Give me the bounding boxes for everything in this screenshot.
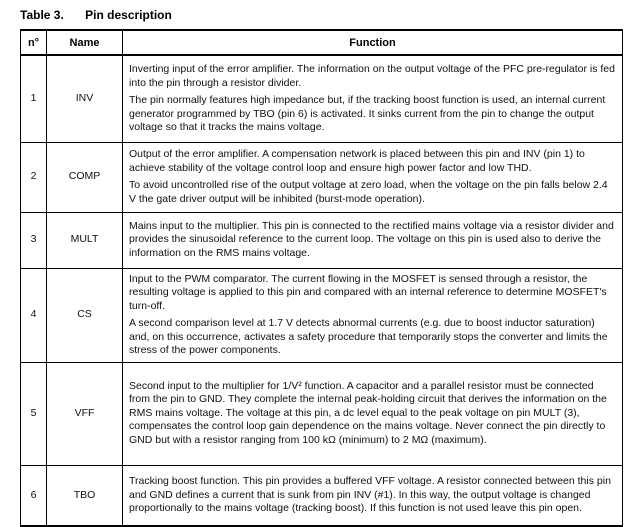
table-body (21, 55, 623, 526)
pin-number-cell: 5 (21, 362, 47, 465)
table-row (21, 268, 623, 362)
table-row (21, 212, 623, 268)
table-caption (20, 8, 640, 22)
function-paragraph: A second comparison level at 1.7 V detects abnormal currents (e.g. due to boost inductor saturation) and, on this occurrence, activates a safety procedure that temporarily stops the converter and limits the stress of the power components. (129, 317, 608, 356)
function-paragraph: Second input to the multiplier for 1/V² function. A capacitor and a parallel resistor must be connected from the pin to GND. They complete the internal peak-holding circuit that derives the information on the RMS mains voltage. The voltage at this pin, a dc level equal to the peak voltage on pin MULT (3), compensates the control loop gain dependence on the mains voltage. Never connect the pin directly to GND but with a resistor ranging from 100 kΩ (minimum) to 2 MΩ (maximum). (129, 379, 607, 446)
pin-number-cell: 3 (21, 212, 47, 268)
pin-number-cell: 1 (21, 55, 47, 142)
pin-number-cell: 2 (21, 142, 47, 212)
function-paragraph: Tracking boost function. This pin provides a buffered VFF voltage. A resistor connected between this pin and GND defines a current that is sunk from pin INV (#1). In this way, the output voltage is changed proportionally to the mains voltage (tracking boost). If this function is not used leave this pin open. (129, 475, 611, 514)
function-paragraph: Inverting input of the error amplifier. The information on the output voltage of the PFC pre-regulator is fed into the pin through a resistor divider. (129, 63, 615, 89)
function-paragraph: To avoid uncontrolled rise of the output voltage at zero load, when the voltage on the pin falls below 2.4 V the gate driver output will be inhibited (burst-mode operation). (129, 179, 608, 205)
function-paragraph: Mains input to the multiplier. This pin is connected to the rectified mains voltage via a resistor divider and provides the sinusoidal reference to the current loop. The voltage on this pin is used also to derive the information on the RMS mains voltage. (129, 219, 614, 259)
pin-function-cell (123, 362, 623, 465)
pin-number-cell: 4 (21, 268, 47, 362)
column-header-function: Function (123, 30, 623, 55)
pin-function-cell (123, 268, 623, 362)
function-paragraph: The pin normally features high impedance but, if the tracking boost function is used, an internal current generator programmed by TBO (pin 6) is activated. It sinks current from the pin to change the output voltage so that it tracks the mains voltage. (129, 94, 606, 133)
function-paragraph: Output of the error amplifier. A compensation network is placed between this pin and INV (pin 1) to achieve stability of the voltage control loop and ensure high power factor and low THD. (129, 148, 585, 174)
column-header-pin-name: Name (47, 30, 123, 55)
pin-function-cell (123, 212, 623, 268)
table-header-row (21, 30, 623, 55)
table-row (21, 55, 623, 142)
table-caption-label: Table 3. (20, 8, 64, 22)
pin-description-table (20, 29, 623, 527)
pin-name-cell: INV (47, 55, 123, 142)
pin-name-cell: CS (47, 268, 123, 362)
pin-number-cell: 6 (21, 465, 47, 526)
column-header-pin-number: n° (21, 30, 47, 55)
pin-name-cell: VFF (47, 362, 123, 465)
pin-function-cell (123, 465, 623, 526)
table-row (21, 465, 623, 526)
pin-name-cell: MULT (47, 212, 123, 268)
pin-function-cell (123, 55, 623, 142)
table-caption-title: Pin description (85, 8, 172, 22)
table-row (21, 362, 623, 465)
pin-function-cell (123, 142, 623, 212)
table-row (21, 142, 623, 212)
function-paragraph: Input to the PWM comparator. The current flowing in the MOSFET is sensed through a resistor, the resulting voltage is applied to this pin and compared with an internal reference to determine MOSFET's turn-off. (129, 272, 607, 312)
pin-name-cell: TBO (47, 465, 123, 526)
pin-name-cell: COMP (47, 142, 123, 212)
